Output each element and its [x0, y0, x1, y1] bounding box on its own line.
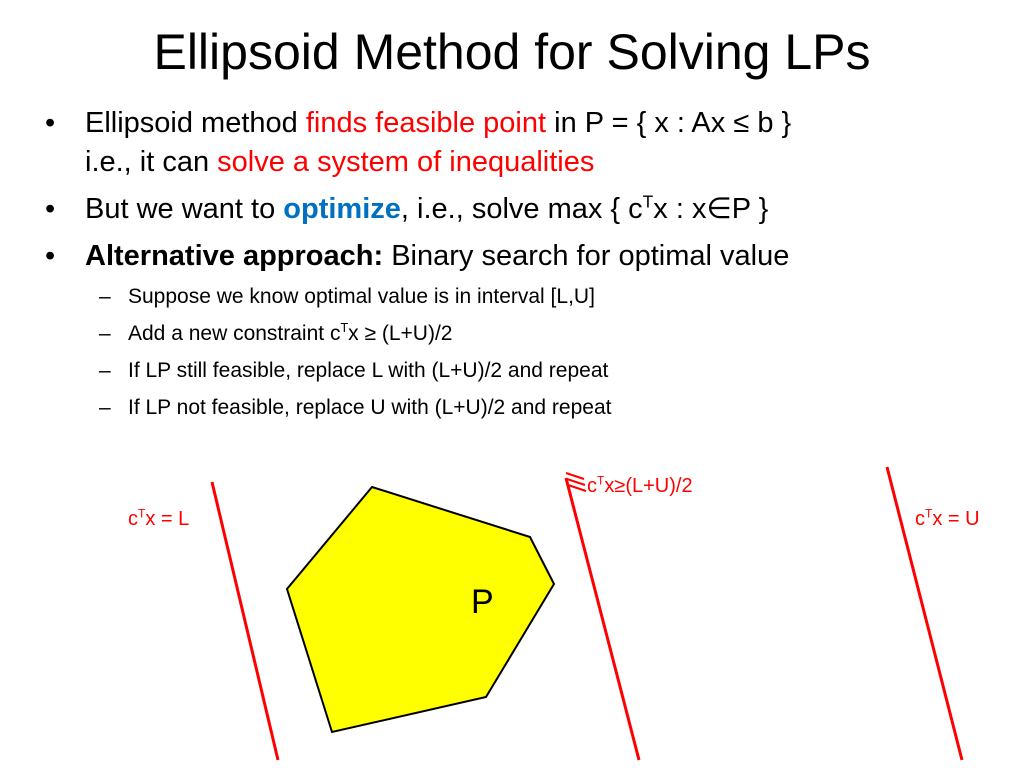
subbullet-marker: –	[99, 322, 111, 345]
label-cx-equals-L: $c^Tx = L$	[128, 506, 190, 530]
alternative-approach-label: Alternative approach:	[85, 240, 384, 272]
bullet-marker: •	[45, 107, 56, 139]
slide-title: Ellipsoid Method for Solving LPs	[153, 24, 871, 80]
bullet-text: Alternative approach: Binary search for optimal value	[85, 240, 790, 272]
highlight-finds-feasible: finds feasible point	[305, 107, 547, 139]
subbullet-text: Suppose we know optimal value is in interval [L,U]	[128, 285, 595, 308]
geq-symbol: ≥	[364, 322, 377, 345]
bullet-marker: •	[45, 193, 56, 225]
element-of-symbol: ∈	[706, 193, 732, 225]
label-cx-equals-U: $c^Tx = U$	[915, 506, 980, 530]
subbullet-marker: –	[99, 396, 111, 419]
highlight-optimize: optimize	[283, 193, 401, 225]
subbullet-marker: –	[99, 285, 111, 308]
leq-symbol: ≤	[733, 107, 750, 139]
polytope-P	[287, 487, 554, 732]
bullet-marker: •	[45, 240, 56, 272]
highlight-solve-system: solve a system of inequalities	[217, 146, 595, 178]
line-cx-equals-L	[212, 482, 278, 760]
polytope-label: P	[471, 583, 494, 621]
subbullet-text: Add a new constraint $c^Tx \ge (L+U)/2$	[128, 321, 453, 345]
label-cx-geq-midpoint: $c^Tx\ge(L+U)/2$	[587, 473, 693, 497]
bullet-text: But we want to optimize, i.e., solve max { $c^Tx$ : x∈P }	[85, 191, 769, 225]
subbullet-marker: –	[99, 359, 111, 382]
subbullet-text: If LP still feasible, replace L with (L+U)/2 and repeat	[128, 359, 609, 382]
line-cx-midpoint	[566, 478, 639, 760]
bullet-text: Ellipsoid method finds feasible point in P = { x : Ax ≤ b } i.e., it can solve a system of inequalities	[85, 107, 792, 178]
subbullet-text: If LP not feasible, replace U with (L+U)/2 and repeat	[128, 396, 612, 419]
